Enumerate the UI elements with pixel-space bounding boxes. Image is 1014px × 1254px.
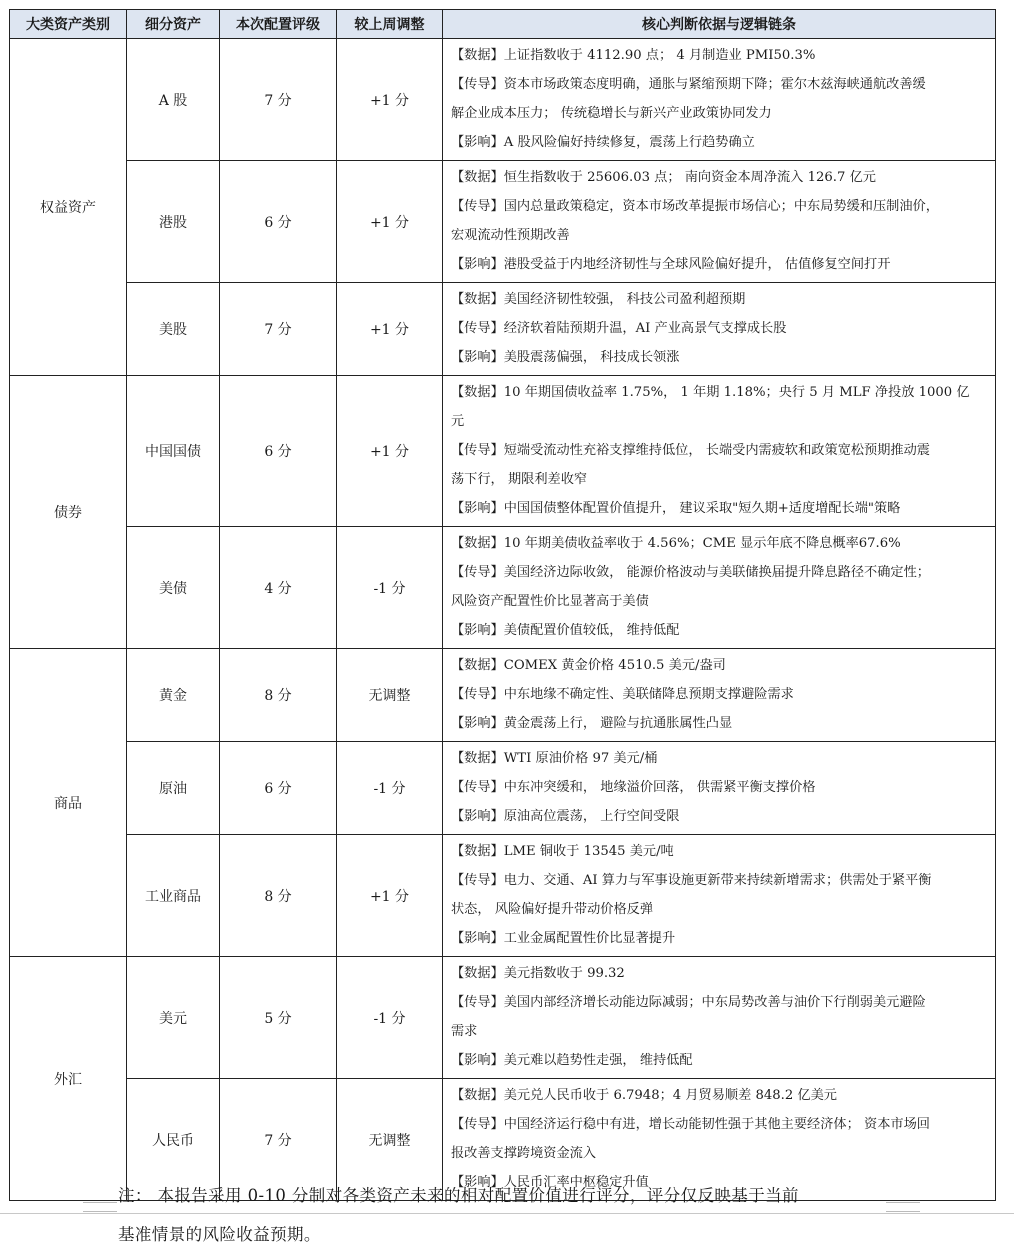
basis-line: 【传导】经济软着陆预期升温，AI 产业高景气支撑成长股: [451, 321, 787, 336]
basis-line: 【影响】工业金属配置性价比显著提升: [451, 931, 676, 946]
page-corner-mark-right: [886, 1202, 920, 1212]
asset-class-cell: 债券: [10, 376, 127, 649]
rating-cell: 6 分: [220, 742, 337, 835]
header-core-basis: 核心判断依据与逻辑链条: [443, 10, 996, 39]
sub-asset-cell: 人民币: [127, 1079, 220, 1201]
basis-line: 【数据】美元指数收于 99.32: [451, 966, 625, 981]
table-row: [10, 835, 996, 957]
sub-asset-cell: 黄金: [127, 649, 220, 742]
rating-cell: 8 分: [220, 835, 337, 957]
basis-line: 荡下行， 期限利差收窄: [451, 472, 588, 487]
basis-line: 【影响】美股震荡偏强， 科技成长领涨: [451, 350, 680, 365]
basis-line: 【影响】原油高位震荡， 上行空间受限: [451, 809, 680, 824]
basis-line: 需求: [451, 1024, 478, 1039]
header-rating: 本次配置评级: [220, 10, 337, 39]
asset-allocation-table: [9, 9, 996, 1201]
basis-line: 【影响】黄金震荡上行， 避险与抗通胀属性凸显: [451, 716, 733, 731]
table-row: [10, 957, 996, 1079]
adjustment-cell: -1 分: [337, 527, 443, 649]
basis-line: 【影响】中国国债整体配置价值提升， 建议采取"短久期+适度增配长端"策略: [451, 501, 901, 516]
asset-class-cell: 商品: [10, 649, 127, 957]
basis-line: 【数据】美国经济韧性较强， 科技公司盈利超预期: [451, 292, 746, 307]
table-row: [10, 283, 996, 376]
sub-asset-cell: 中国国债: [127, 376, 220, 527]
sub-asset-cell: 原油: [127, 742, 220, 835]
page-break-line: [0, 1213, 1014, 1214]
footnote-line-2: 基准情景的风险收益预期。: [118, 1225, 321, 1244]
adjustment-cell: 无调整: [337, 1079, 443, 1201]
basis-line: 宏观流动性预期改善: [451, 228, 570, 243]
rating-cell: 7 分: [220, 39, 337, 161]
basis-line: 【数据】WTI 原油价格 97 美元/桶: [451, 751, 658, 766]
basis-line: 【影响】A 股风险偏好持续修复，震荡上行趋势确立: [451, 135, 755, 150]
header-sub-asset: 细分资产: [127, 10, 220, 39]
basis-cell: [443, 649, 996, 742]
basis-line: 【传导】资本市场政策态度明确，通胀与紧缩预期下降；霍尔木兹海峡通航改善缓: [451, 77, 926, 92]
sub-asset-cell: 工业商品: [127, 835, 220, 957]
basis-line: 【影响】美债配置价值较低， 维持低配: [451, 623, 680, 638]
sub-asset-cell: 港股: [127, 161, 220, 283]
adjustment-cell: +1 分: [337, 39, 443, 161]
basis-line: 报改善支撑跨境资金流入: [451, 1146, 597, 1161]
adjustment-cell: +1 分: [337, 376, 443, 527]
basis-line: 【传导】中东冲突缓和， 地缘溢价回落， 供需紧平衡支撑价格: [451, 780, 816, 795]
basis-line: 元: [451, 414, 465, 429]
basis-cell: [443, 742, 996, 835]
sub-asset-cell: 美债: [127, 527, 220, 649]
basis-cell: [443, 283, 996, 376]
table-header-row: [10, 10, 996, 39]
asset-class-cell: 外汇: [10, 957, 127, 1201]
adjustment-cell: +1 分: [337, 835, 443, 957]
basis-cell: [443, 39, 996, 161]
adjustment-cell: -1 分: [337, 742, 443, 835]
basis-cell: [443, 376, 996, 527]
adjustment-cell: +1 分: [337, 161, 443, 283]
basis-line: 【影响】美元难以趋势性走强， 维持低配: [451, 1053, 693, 1068]
table-row: [10, 376, 996, 527]
asset-class-cell: 权益资产: [10, 39, 127, 376]
adjustment-cell: 无调整: [337, 649, 443, 742]
basis-line: 【数据】美元兑人民币收于 6.7948；4 月贸易顺差 848.2 亿美元: [451, 1088, 837, 1103]
footnote: [118, 1176, 898, 1254]
basis-cell: [443, 957, 996, 1079]
basis-cell: [443, 527, 996, 649]
sub-asset-cell: A 股: [127, 39, 220, 161]
basis-line: 【影响】港股受益于内地经济韧性与全球风险偏好提升， 估值修复空间打开: [451, 257, 891, 272]
adjustment-cell: +1 分: [337, 283, 443, 376]
basis-line: 【影响】人民币汇率中枢稳定升值: [451, 1175, 649, 1190]
adjustment-cell: -1 分: [337, 957, 443, 1079]
rating-cell: 8 分: [220, 649, 337, 742]
header-asset-class: 大类资产类别: [10, 10, 127, 39]
basis-line: 【传导】国内总量政策稳定，资本市场改革提振市场信心；中东局势缓和压制油价，: [451, 199, 939, 214]
basis-line: 【数据】10 年期国债收益率 1.75%， 1 年期 1.18%；央行 5 月 MLF 净投放 1000 亿: [451, 385, 970, 400]
basis-line: 【传导】中国经济运行稳中有进，增长动能韧性强于其他主要经济体； 资本市场回: [451, 1117, 930, 1132]
table-row: [10, 39, 996, 161]
basis-cell: [443, 161, 996, 283]
basis-line: 【数据】LME 铜收于 13545 美元/吨: [451, 844, 674, 859]
table-row: [10, 527, 996, 649]
rating-cell: 5 分: [220, 957, 337, 1079]
rating-cell: 4 分: [220, 527, 337, 649]
basis-line: 【传导】电力、交通、AI 算力与军事设施更新带来持续新增需求；供需处于紧平衡: [451, 873, 932, 888]
basis-cell: [443, 835, 996, 957]
basis-line: 【传导】美国内部经济增长动能边际减弱；中东局势改善与油价下行削弱美元避险: [451, 995, 926, 1010]
rating-cell: 7 分: [220, 283, 337, 376]
footnote-line-1: 注： 本报告采用 0-10 分制对各类资产未来的相对配置价值进行评分，评分仅反映基于当前: [118, 1186, 799, 1205]
table-row: [10, 161, 996, 283]
basis-line: 【传导】美国经济边际收敛， 能源价格波动与美联储换届提升降息路径不确定性；: [451, 565, 930, 580]
basis-line: 风险资产配置性价比显著高于美债: [451, 594, 649, 609]
basis-line: 【数据】COMEX 黄金价格 4510.5 美元/盎司: [451, 658, 726, 673]
rating-cell: 6 分: [220, 161, 337, 283]
table-row: [10, 649, 996, 742]
basis-line: 解企业成本压力； 传统稳增长与新兴产业政策协同发力: [451, 106, 772, 121]
rating-cell: 6 分: [220, 376, 337, 527]
basis-line: 【传导】短端受流动性充裕支撑维持低位， 长端受内需疲软和政策宽松预期推动震: [451, 443, 930, 458]
basis-line: 状态， 风险偏好提升带动价格反弹: [451, 902, 654, 917]
basis-line: 【数据】恒生指数收于 25606.03 点； 南向资金本周净流入 126.7 亿元: [451, 170, 876, 185]
page-corner-mark-left: [83, 1202, 117, 1212]
sub-asset-cell: 美元: [127, 957, 220, 1079]
header-weekly-adjustment: 较上周调整: [337, 10, 443, 39]
basis-line: 【数据】10 年期美债收益率收于 4.56%；CME 显示年底不降息概率67.6%: [451, 536, 901, 551]
table-row: [10, 742, 996, 835]
sub-asset-cell: 美股: [127, 283, 220, 376]
rating-cell: 7 分: [220, 1079, 337, 1201]
table-body: [10, 39, 996, 1201]
basis-line: 【数据】上证指数收于 4112.90 点； 4 月制造业 PMI50.3%: [451, 48, 816, 63]
basis-line: 【传导】中东地缘不确定性、美联储降息预期支撑避险需求: [451, 687, 794, 702]
